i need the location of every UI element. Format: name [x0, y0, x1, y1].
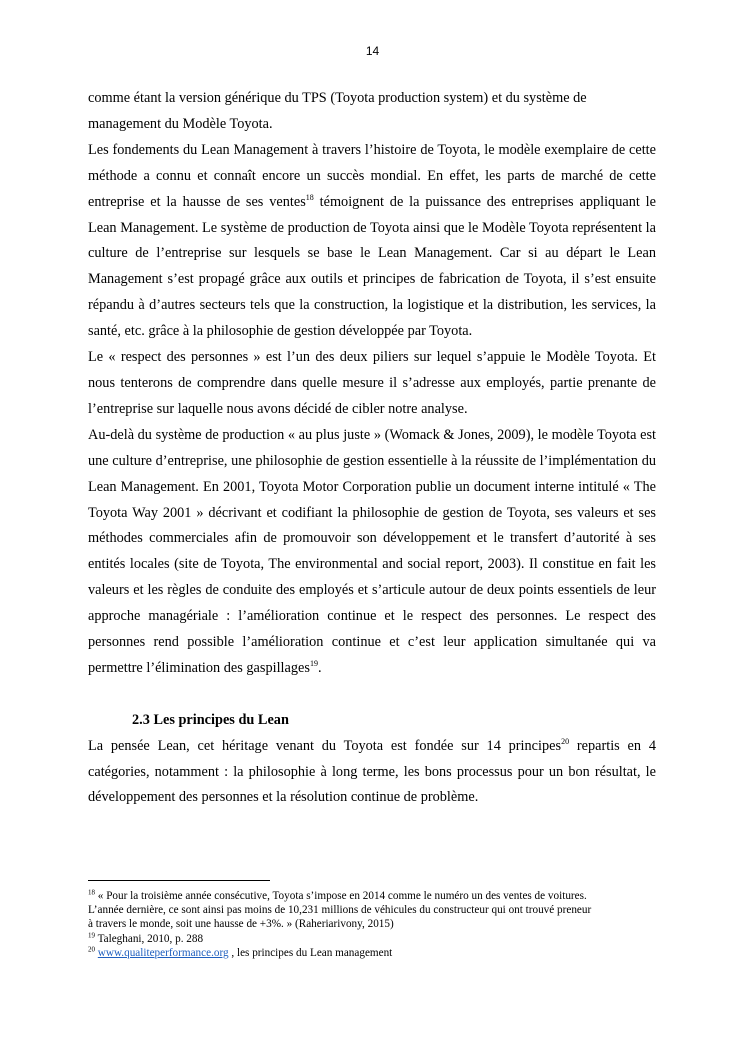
paragraph-1-line-2: management du Modèle Toyota. — [88, 115, 273, 132]
section-paragraph-text-b: repartis en 4 catégories, notamment : la philosophie à long terme, les bons processus pour un bon résultat, le développement des personnes et la résolution continue de problème. — [88, 737, 656, 806]
footnote-ref-19: 19 — [309, 659, 318, 669]
footnote-18-line-3: à travers le monde, soit une hausse de +3%. » (Raheriarivony, 2015) — [88, 918, 394, 931]
section-paragraph-text-a: La pensée Lean, cet héritage venant du Toyota est fondée sur 14 principes — [88, 737, 562, 754]
paragraph-4-text-b: . — [317, 659, 322, 676]
qualiteperformance-link[interactable]: www.qualiteperformance.org — [97, 946, 229, 959]
paragraph-4 — [88, 423, 656, 682]
section-paragraph — [88, 734, 656, 812]
paragraph-1-line-1: comme étant la version générique du TPS (Toyota production system) et du système de — [88, 90, 587, 106]
footnote-ref-20: 20 — [561, 736, 570, 746]
section-spacer — [88, 682, 656, 708]
footnote-18-line-2: L’année dernière, ce sont ainsi pas moins de 10,231 millions de véhicules du constructeur qui ont trouvé preneur — [88, 904, 592, 917]
footnote-19-text: Taleghani, 2010, p. 288 — [95, 932, 204, 945]
footnote-ref-18: 18 — [305, 192, 314, 202]
page-number: 14 — [365, 44, 380, 58]
footnote-number: 19 — [88, 930, 95, 939]
paragraph-1 — [88, 86, 656, 138]
footnote-19 — [88, 932, 660, 946]
footnotes — [88, 889, 660, 960]
paragraph-2-text-a: Les fondements du Lean Management à travers l’histoire de Toyota, le modèle exemplaire de cette méthode a connu et connaît encore un succès mondial. En effet, les parts de marché de cette entreprise et la hausse de ses ventes — [88, 141, 656, 210]
section-heading: 2.3 Les principes du Lean — [132, 711, 289, 728]
footnote-18-line-1: « Pour la troisième année consécutive, Toyota s’impose en 2014 comme le numéro un des ventes de voitures. — [95, 890, 587, 902]
paragraph-3: Le « respect des personnes » est l’un des deux piliers sur lequel s’appuie le Modèle Toyota. Et nous tenterons de comprendre dans quelle mesure il s’adresse aux employés, partie prenante de l’entreprise sur laquelle nous avons décidé de cibler notre analyse. — [88, 349, 656, 417]
paragraph-2 — [88, 138, 656, 345]
footnote-20 — [88, 946, 660, 960]
footnote-20-text: , les principes du Lean management — [228, 946, 393, 959]
footnote-number: 20 — [88, 945, 95, 954]
footnote-separator — [88, 880, 270, 881]
body-text — [88, 86, 656, 811]
paragraph-2-text-b: témoignent de la puissance des entreprises appliquant le Lean Management. Le système de production de Toyota ainsi que le Modèle Toyota représentent la culture de l’entreprise sur lesquels se base le Lean Management. Car si au départ le Lean Management s’est propagé grâce aux outils et principes de fabrication de Toyota, il s’est ensuite répandu à d’autres secteurs tels que la construction, la logistique et la distribution, les services, la santé, etc. grâce à la philosophie de gestion développée par Toyota. — [88, 193, 656, 340]
paragraph-4-text-a: Au-delà du système de production « au plus juste » (Womack & Jones, 2009), le modèle Toyota est une culture d’entreprise, une philosophie de gestion essentielle à la réussite de l’implémentation du Lean Management. En 2001, Toyota Motor Corporation publie un document interne intitulé « The Toyota Way 2001 » décrivant et codifiant la philosophie de gestion de Toyota, ses valeurs et ses méthodes commerciales afin de promouvoir son développement et le transfert d’autorité à ses entités locales (site de Toyota, The environmental and social report, 2003). Il constitue en fait les valeurs et les règles de conduite des employés et s’articule autour de deux points essentiels de leur approche managériale : l’amélioration continue et le respect des personnes. Le respect des personnes rend possible l’amélioration continue et c’est leur application simultanée qui va permettre l’élimination des gaspillages — [88, 426, 656, 676]
footnote-18 — [88, 889, 660, 932]
footnote-number: 18 — [88, 888, 95, 897]
